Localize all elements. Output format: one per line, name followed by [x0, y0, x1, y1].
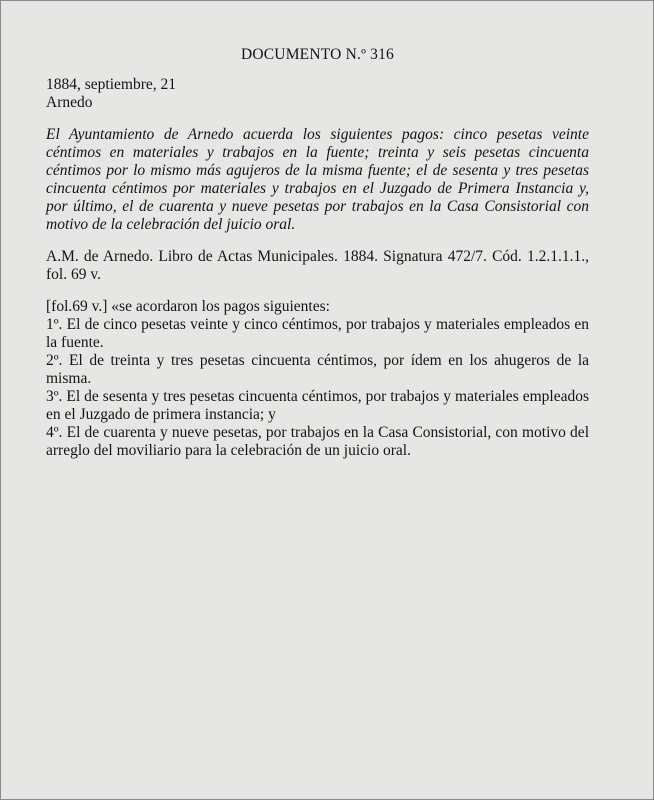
transcription-line: 4º. El de cuarenta y nueve pesetas, por trabajos en la Casa Consistorial, con motivo del arreglo del moviliario para la celebración de un juicio oral.: [46, 424, 589, 459]
document-place: Arnedo: [46, 94, 93, 111]
archival-source: A.M. de Arnedo. Libro de Actas Municipales. 1884. Signatura 472/7. Cód. 1.2.1.1.1., fol. 69 v.: [46, 248, 589, 283]
document-date: 1884, septiembre, 21: [46, 76, 177, 93]
document-body: [46, 46, 589, 460]
transcription-line: 1º. El de cinco pesetas veinte y cinco céntimos, por trabajos y materiales empleados en la fuente.: [46, 316, 589, 351]
transcription: [46, 298, 589, 460]
transcription-line: 2º. El de treinta y tres pesetas cincuenta céntimos, por ídem en los ahugeros de la misma.: [46, 352, 589, 387]
transcription-line: 3º. El de sesenta y tres pesetas cincuenta céntimos, por trabajos y materiales empleados en el Juzgado de primera instancia; y: [46, 388, 589, 423]
document-title: DOCUMENTO N.º 316: [240, 46, 395, 63]
document-summary: El Ayuntamiento de Arnedo acuerda los siguientes pagos: cinco pesetas veinte céntimos en materiales y trabajos en la fuente; treinta y seis pesetas cincuenta céntimos por lo mismo más agujeros de la misma fuente; el de sesenta y tres pesetas cincuenta céntimos por materiales y trabajos en el Juzgado de Primera Instancia y, por último, el de cuarenta y nueve pesetas por trabajos en la Casa Consistorial con motivo de la celebración del juicio oral.: [46, 126, 589, 233]
transcription-line: [fol.69 v.] «se acordaron los pagos siguientes:: [46, 298, 330, 315]
